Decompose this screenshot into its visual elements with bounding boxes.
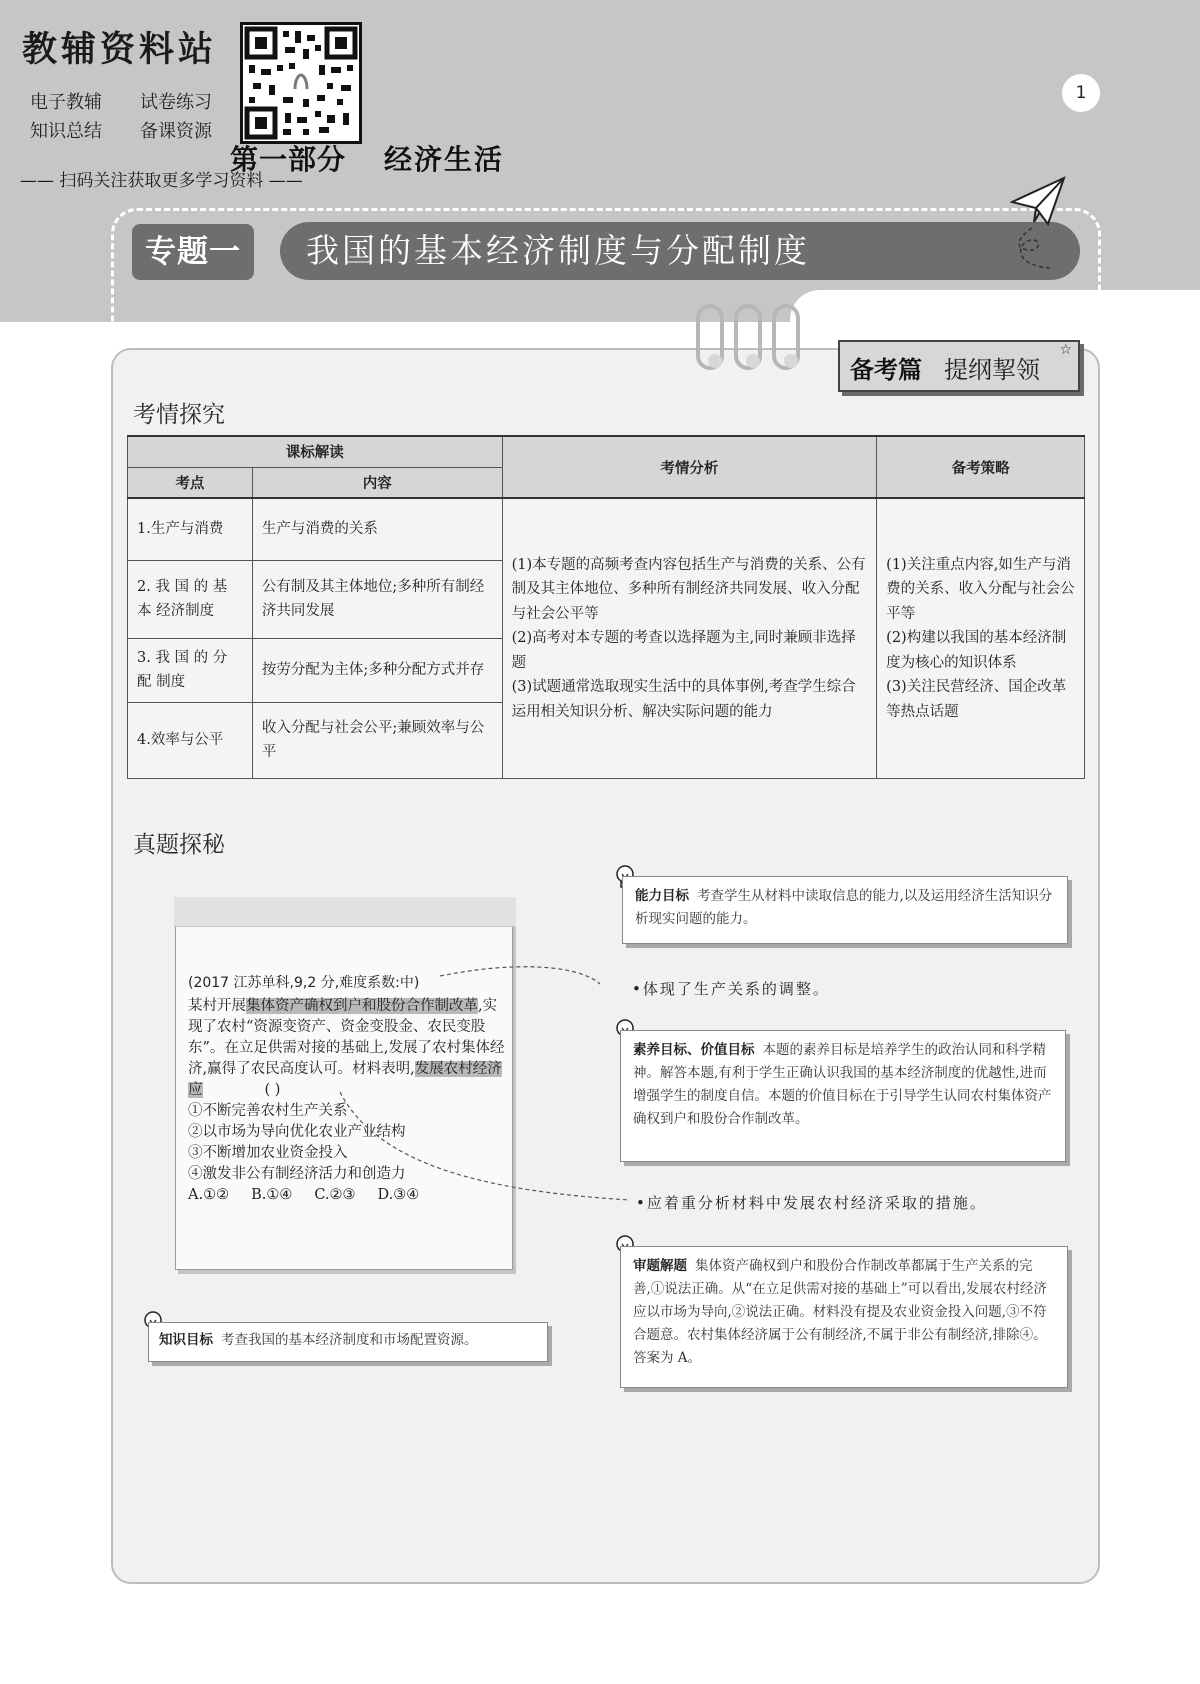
strategy-item: (1)关注重点内容,如生产与消费的关系、收入分配与社会公平等: [886, 556, 1075, 622]
prep-tag-main: 备考篇: [850, 356, 922, 384]
question-item: ④激发非公有制经济活力和创造力: [188, 1166, 406, 1182]
answer-blank: ( ): [264, 1082, 281, 1098]
prep-tag-sub: 提纲挈领: [944, 356, 1040, 384]
cell-content: 公有制及其主体地位;多种所有制经济共同发展: [252, 560, 502, 638]
note-text: 考查我国的基本经济制度和市场配置资源。: [221, 1332, 478, 1348]
option-b[interactable]: B.①④: [251, 1187, 293, 1203]
knowledge-goal-note: [148, 1322, 548, 1362]
topic-tag: 专题一: [132, 224, 254, 280]
note-label: 审题解题: [633, 1258, 687, 1274]
question-item: ③不断增加农业资金投入: [188, 1145, 348, 1161]
brand-title: 教辅资料站: [22, 30, 218, 70]
literacy-goal-note: [620, 1030, 1066, 1162]
table-group-header: 课标解读: [128, 436, 503, 467]
note-text: 考查学生从材料中读取信息的能力,以及运用经济生活知识分析现实问题的能力。: [635, 888, 1053, 927]
note-label: 素养目标、价值目标: [633, 1042, 755, 1058]
cell-point: 3. 我 国 的 分 配 制度: [128, 638, 253, 702]
brand-link-exams[interactable]: 试卷练习: [140, 92, 212, 113]
cell-content: 按劳分配为主体;多种分配方式并存: [252, 638, 502, 702]
part-label: 第一部分: [230, 143, 347, 176]
option-a[interactable]: A.①②: [188, 1187, 230, 1203]
part-title: 经济生活: [384, 143, 505, 176]
cell-content: 收入分配与社会公平;兼顾效率与公平: [252, 702, 502, 778]
note-text: 集体资产确权到户和股份合作制改革都属于生产关系的完善,①说法正确。从“在立足供需对接的基础上”可以看出,发展农村经济应以市场为导向,②说法正确。材料没有提及农业资金投入问题,③不符合题意。农村集体经济属于公有制经济,不属于非公有制经济,排除④。答案为 A。: [633, 1258, 1047, 1366]
annotation-relations: •体现了生产关系的调整。: [632, 980, 830, 998]
stem-text: 某村开展: [188, 998, 246, 1014]
note-label: 能力目标: [635, 888, 689, 904]
solution-note: [620, 1246, 1068, 1388]
brand-link-summary[interactable]: 知识总结: [30, 121, 102, 142]
analysis-item: (2)高考对本专题的考查以选择题为主,同时兼顾非选择题: [511, 630, 856, 671]
brand-link-resources[interactable]: 备课资源: [140, 121, 212, 142]
question-source: (2017 江苏单科,9,2 分,难度系数:中): [188, 975, 420, 991]
page-number: 1: [1062, 74, 1100, 112]
cell-point: 4.效率与公平: [128, 702, 253, 778]
option-c[interactable]: C.②③: [314, 1187, 356, 1203]
cell-point: 1.生产与消费: [128, 498, 253, 560]
strategy-item: (2)构建以我国的基本经济制度为核心的知识体系: [886, 630, 1067, 671]
qr-tagline: —— 扫码关注获取更多学习资料 ——: [20, 171, 303, 191]
cell-point: 2. 我 国 的 基 本 经济制度: [128, 560, 253, 638]
table-col-strategy: 备考策略: [877, 436, 1085, 498]
table-col-point: 考点: [128, 467, 253, 498]
strategy-item: (3)关注民营经济、国企改革等热点话题: [886, 679, 1067, 720]
table-col-analysis: 考情分析: [502, 436, 877, 498]
note-label: 知识目标: [159, 1332, 213, 1348]
question-item: ②以市场为导向优化农业产业结构: [188, 1124, 406, 1140]
stem-highlight: 发展农村经济应: [188, 1061, 502, 1098]
annotation-measures: •应着重分析材料中发展农村经济采取的措施。: [636, 1194, 987, 1212]
table-col-content: 内容: [252, 467, 502, 498]
ability-goal-note: [622, 876, 1068, 944]
section-title-overview-text: 考情探究: [133, 402, 225, 428]
topic-title: 我国的基本经济制度与分配制度: [280, 222, 1080, 280]
analysis-item: (1)本专题的高频考查内容包括生产与消费的关系、公有制及其主体地位、多种所有制经济共同发展、收入分配与社会公平等: [511, 556, 866, 622]
stem-text: ,实现了农村“资源变资产、资金变股金、农民变股东”。在立足供需对接的基础上,发展了农村集体经济,赢得了农民高度认可。材料表明,: [188, 998, 505, 1077]
option-d[interactable]: D.③④: [377, 1187, 420, 1203]
cell-content: 生产与消费的关系: [252, 498, 502, 560]
brand-link-ebook[interactable]: 电子教辅: [30, 92, 102, 113]
section-title-questions-text: 真题探秘: [133, 832, 225, 858]
star-icon: ☆: [1059, 342, 1072, 358]
question-item: ①不断完善农村生产关系: [188, 1103, 348, 1119]
stem-highlight: 集体资产确权到户和股份合作制改革: [246, 998, 478, 1014]
note-text: 本题的素养目标是培养学生的政治认同和科学精神。解答本题,有利于学生正确认识我国的基本经济制度的优越性,进而增强学生的制度自信。本题的价值目标在于引导学生认同农村集体资产确权到户和股份合作制改革。: [633, 1042, 1052, 1127]
analysis-item: (3)试题通常选取现实生活中的具体事例,考查学生综合运用相关知识分析、解决实际问题的能力: [511, 679, 856, 720]
